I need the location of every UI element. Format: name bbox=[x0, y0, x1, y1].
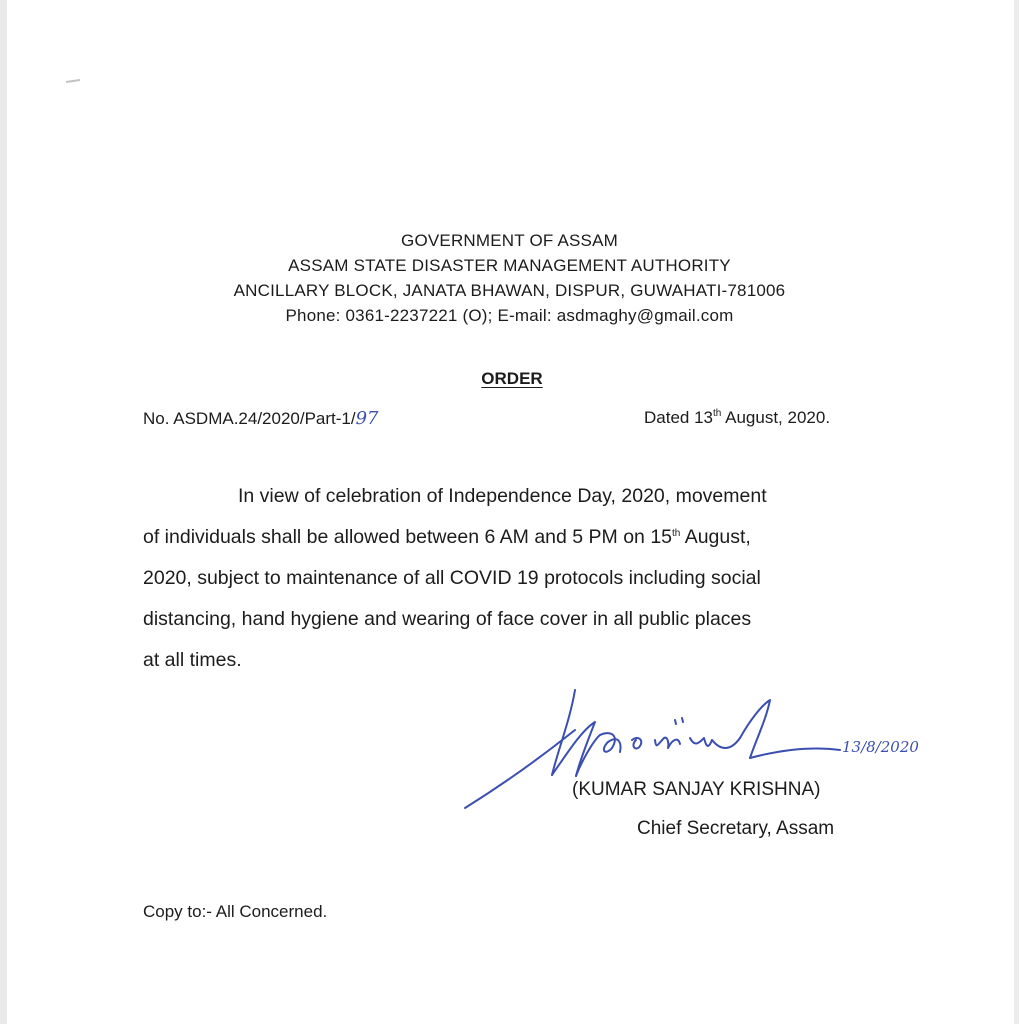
order-number-prefix: No. ASDMA.24/2020/Part-1/ bbox=[143, 409, 356, 428]
order-date-suffix: August, 2020. bbox=[721, 408, 831, 427]
scan-edge-left bbox=[0, 0, 7, 1024]
order-date-sup: th bbox=[713, 408, 722, 419]
body-line-2-sup: th bbox=[672, 528, 681, 539]
letterhead-government: GOVERNMENT OF ASSAM bbox=[401, 231, 618, 250]
order-date bbox=[644, 408, 830, 428]
scan-edge-right bbox=[1014, 0, 1019, 1024]
body-line-4: distancing, hand hygiene and wearing of face cover in all public places bbox=[143, 608, 752, 630]
order-number bbox=[143, 408, 379, 429]
order-title: ORDER bbox=[481, 369, 543, 388]
scan-smudge bbox=[66, 79, 80, 83]
body-line-3: 2020, subject to maintenance of all COVID 19 protocols including social bbox=[143, 567, 761, 589]
body-line-2a: of individuals shall be allowed between 6 AM and 5 PM on 15 bbox=[143, 526, 673, 548]
signatory-name: (KUMAR SANJAY KRISHNA) bbox=[572, 779, 821, 800]
order-number-handwritten: 97 bbox=[355, 408, 379, 429]
order-date-prefix: Dated 13 bbox=[644, 408, 713, 427]
letterhead-contact: Phone: 0361-2237221 (O); E-mail: asdmaghy@gmail.com bbox=[285, 306, 734, 325]
signatory-title: Chief Secretary, Assam bbox=[637, 818, 835, 839]
body-line-2 bbox=[143, 517, 751, 558]
letterhead-authority: ASSAM STATE DISASTER MANAGEMENT AUTHORITY bbox=[288, 256, 731, 275]
signature-date: 13/8/2020 bbox=[842, 738, 919, 756]
body-line-5: at all times. bbox=[143, 649, 242, 671]
copy-to: Copy to:- All Concerned. bbox=[143, 902, 328, 921]
body-line-2b: August, bbox=[680, 526, 751, 548]
body-line-1: In view of celebration of Independence Day, 2020, movement bbox=[238, 485, 767, 507]
letterhead-address: ANCILLARY BLOCK, JANATA BHAWAN, DISPUR, GUWAHATI-781006 bbox=[233, 281, 786, 300]
